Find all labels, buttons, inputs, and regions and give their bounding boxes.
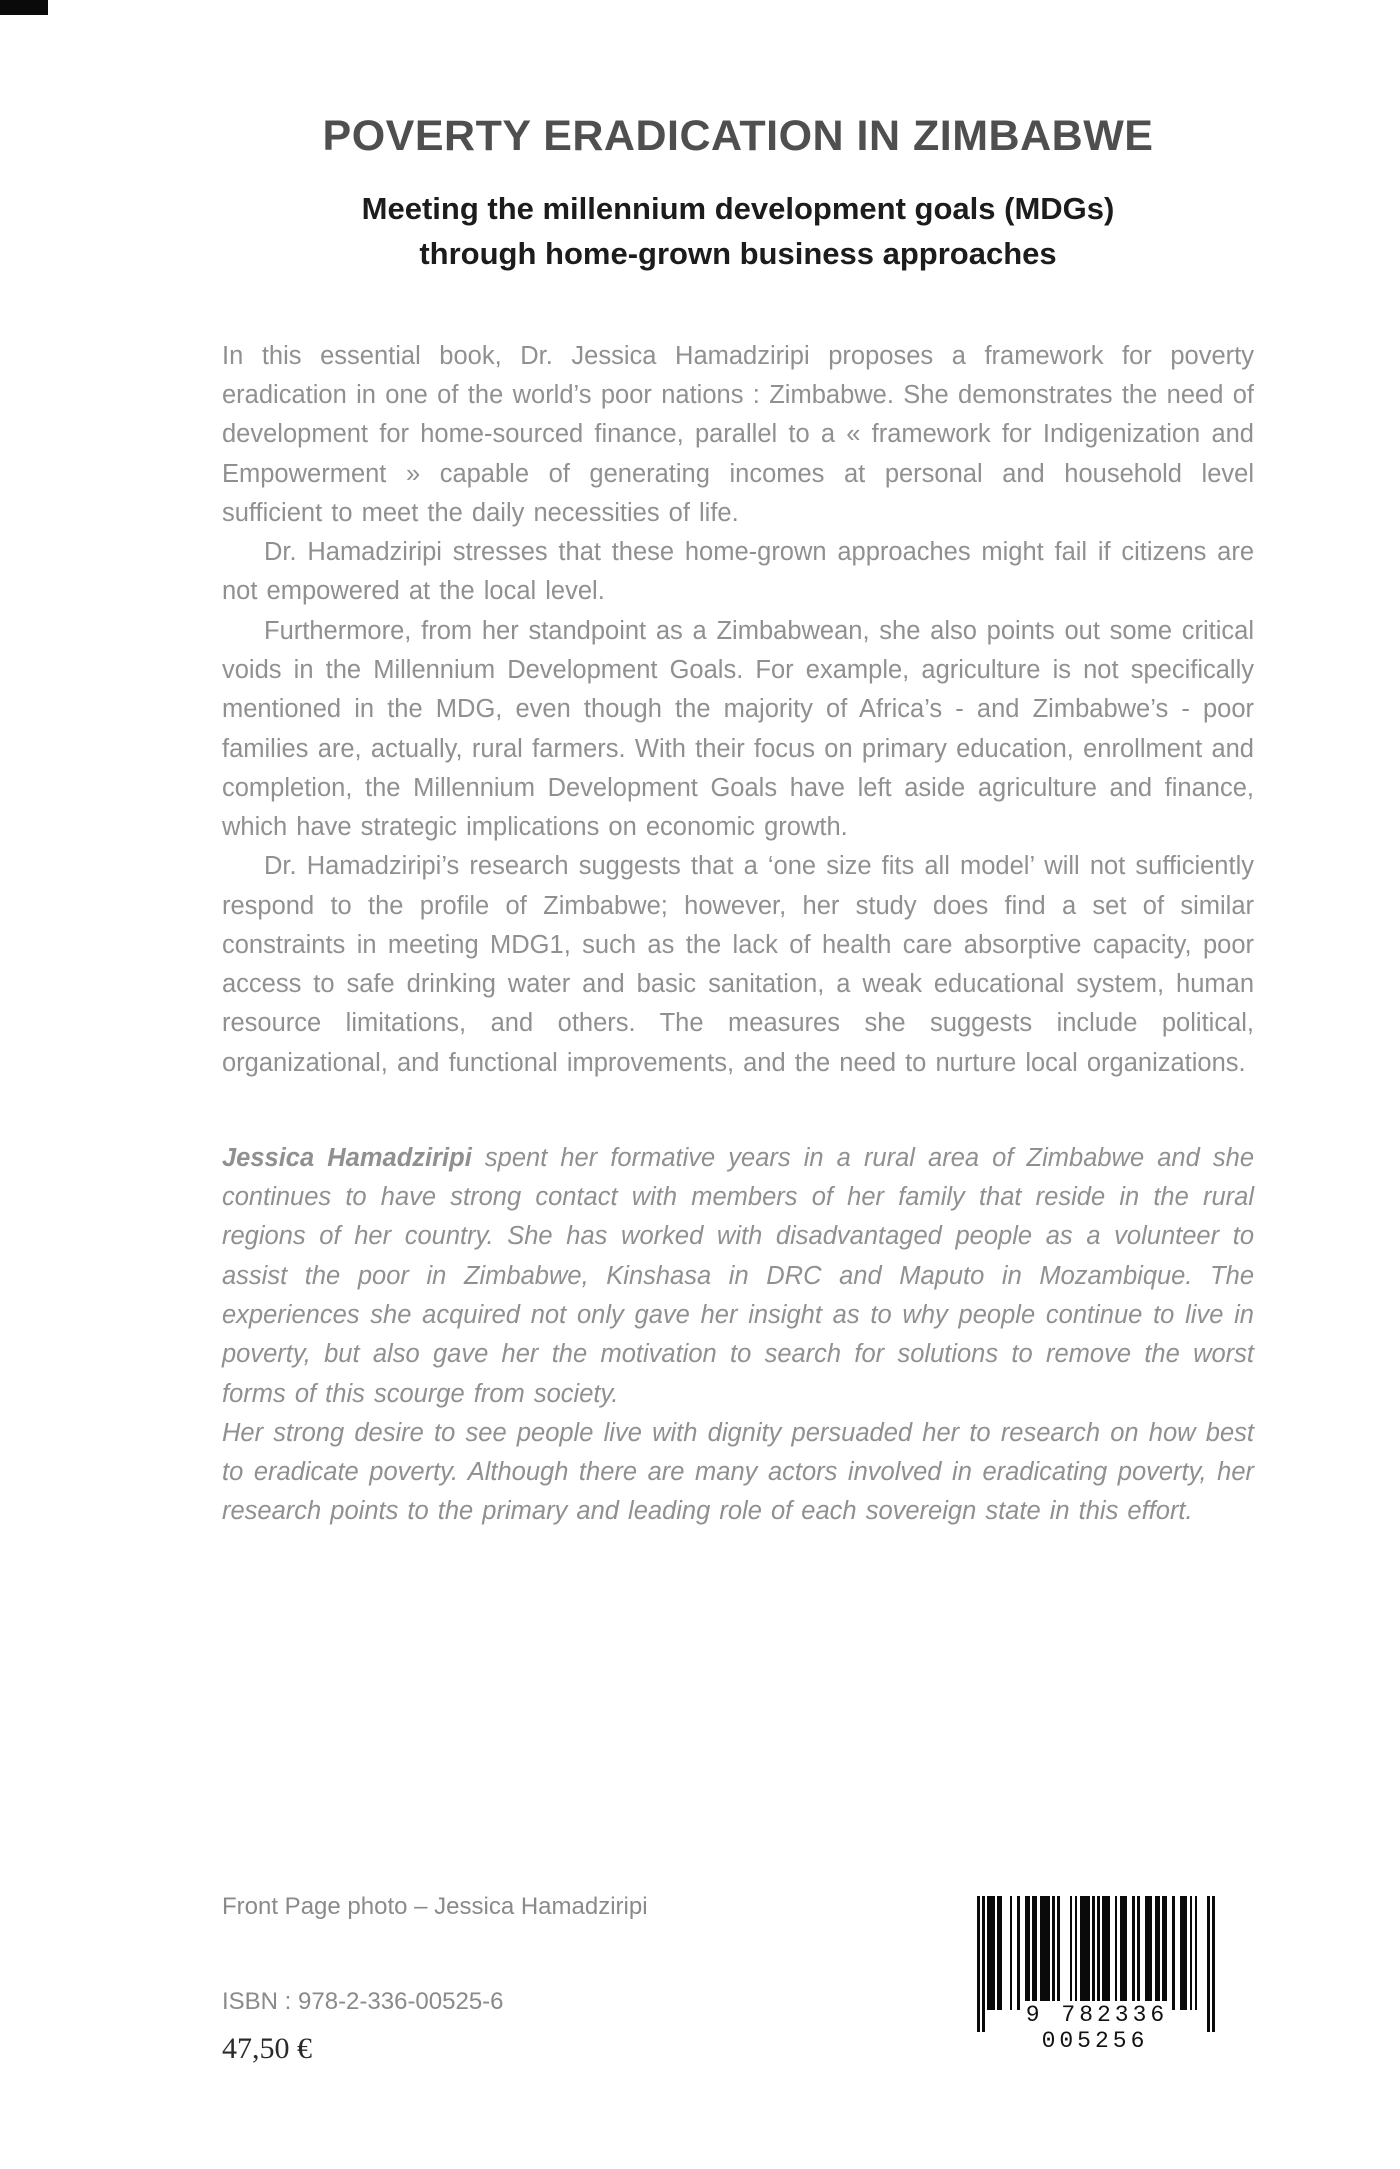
body-paragraph: Dr. Hamadziripi’s research suggests that a ‘one size fits all model’ will not sufficiently respond to the profile of Zimbabwe; however, her study does find a set of similar constraints in meeting MDG1, such as the lack of health care absorptive capacity, poor access to safe drinking water and basic sanitation, a weak educational system, human resource limitations, and others. The measures she suggests include political, organizational, and functional improvements, and the need to nurture local organizations. bbox=[222, 852, 1254, 1077]
author-bio bbox=[222, 1139, 1254, 1532]
book-title: POVERTY ERADICATION IN ZIMBABWE bbox=[322, 112, 1154, 160]
body-paragraph: In this essential book, Dr. Jessica Hamadziripi proposes a framework for poverty eradication in one of the world’s poor nations : Zimbabwe. She demonstrates the need of development for home-sourced finance, parallel to a « framework for Indigenization and Empowerment » capable of generating incomes at personal and household level sufficient to meet the daily necessities of life. bbox=[222, 341, 1254, 527]
bio-paragraph bbox=[222, 1139, 1254, 1414]
body-paragraph: Dr. Hamadziripi stresses that these home-grown approaches might fail if citizens are not empowered at the local level. bbox=[222, 538, 1254, 606]
body-paragraph: Furthermore, from her standpoint as a Zimbabwean, she also points out some critical voids in the Millennium Development Goals. For example, agriculture is not specifically mentioned in the MDG, even though the majority of Africa’s - and Zimbabwe’s - poor families are, actually, rural farmers. With their focus on primary education, enrollment and completion, the Millennium Development Goals have left aside agriculture and finance, which have strategic implications on economic growth. bbox=[222, 616, 1254, 842]
bio-paragraph-text: spent her formative years in a rural area of Zimbabwe and she continues to have strong contact with members of her family that reside in the rural regions of her country. She has worked with disadvantaged people as a volunteer to assist the poor in Zimbabwe, Kinshasa in DRC and Maputo in Mozambique. The experiences she acquired not only gave her insight as to why people continue to live in poverty, but also gave her the motivation to search for solutions to remove the worst forms of this scourge from society. bbox=[222, 1143, 1255, 1408]
barcode-number bbox=[970, 2002, 1222, 2054]
cover-content bbox=[222, 0, 1254, 1532]
author-name: Jessica Hamadziripi bbox=[222, 1143, 472, 1172]
barcode-number-text: 9 782336 005256 bbox=[1025, 2002, 1169, 2054]
barcode bbox=[970, 1896, 1222, 2054]
subtitle-line-1: Meeting the millennium development goals (MDGs) bbox=[361, 191, 1115, 226]
bio-paragraph: Her strong desire to see people live with dignity persuaded her to research on how best to eradicate poverty. Although there are many actors involved in eradicating poverty, her research points to the primary and leading role of each sovereign state in this effort. bbox=[222, 1418, 1254, 1526]
corner-mark bbox=[0, 0, 48, 15]
synopsis bbox=[222, 337, 1254, 1083]
book-subtitle bbox=[222, 187, 1254, 277]
price: 47,50 € bbox=[222, 2032, 312, 2065]
subtitle-line-2: through home-grown business approaches bbox=[419, 235, 1057, 271]
isbn: ISBN : 978-2-336-00525-6 bbox=[222, 1988, 504, 2015]
photo-credit: Front Page photo – Jessica Hamadziripi bbox=[222, 1893, 648, 1920]
